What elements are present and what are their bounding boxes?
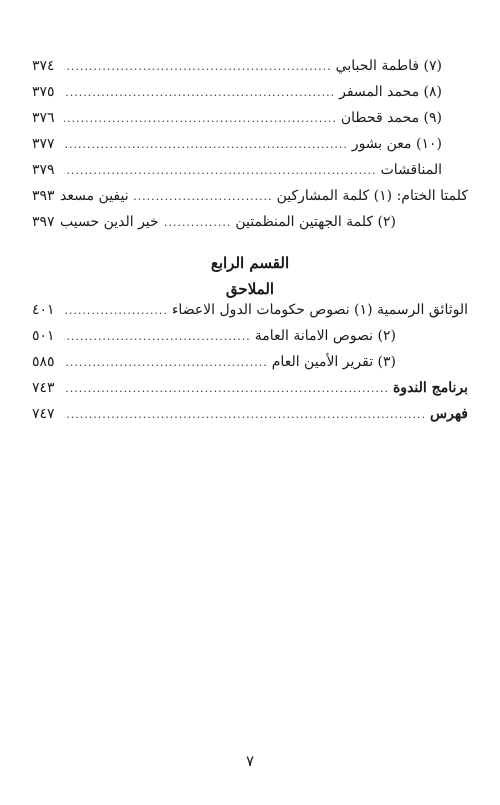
entry-author: محمد قحطان (340, 110, 420, 126)
page-number: ٣٧٥ (32, 84, 55, 100)
dot-leader (64, 138, 348, 151)
entry-title: (١) نصوص حكومات الدول الاعضاء (171, 302, 373, 318)
page-number: ٧٤٧ (32, 406, 55, 422)
toc-entry-closing-first[interactable] (32, 188, 468, 214)
dot-leader (64, 86, 335, 99)
dot-leader (64, 330, 251, 343)
entry-title: برنامج الندوة (392, 380, 468, 396)
toc-entry-official-docs-1[interactable] (32, 302, 468, 328)
dot-leader (64, 356, 268, 369)
entry-label: (٨) (423, 84, 442, 100)
folio-page-number: ٧ (245, 752, 255, 770)
entry-title: المناقشات (380, 162, 442, 178)
page-number: ٣٩٣ (32, 188, 55, 204)
toc-entry-closing-second[interactable] (32, 214, 468, 240)
toc-entry-10[interactable] (32, 136, 468, 162)
entry-title: فهرس (430, 406, 468, 422)
official-docs-title: الوثائق الرسمية (376, 302, 468, 318)
dot-leader (64, 112, 337, 125)
entry-author: معن بشور (351, 136, 412, 152)
page-number: ٥٨٥ (32, 354, 55, 370)
entry-title: (٢) كلمة الجهتين المنظمتين (235, 214, 396, 230)
toc-entry-program[interactable] (32, 380, 468, 406)
dot-leader (64, 164, 377, 177)
entry-title: (١) كلمة المشاركين (276, 188, 393, 204)
entry-author: نيفين مسعد (60, 188, 129, 204)
dot-leader (64, 408, 426, 421)
entry-label: (٩) (423, 110, 442, 126)
page-number: ٧٤٣ (32, 380, 55, 396)
toc-entry-official-docs-2[interactable] (32, 328, 468, 354)
entry-title: (٢) نصوص الامانة العامة (254, 328, 396, 344)
entry-label: (١٠) (416, 136, 442, 152)
entry-author: فاطمة الحبابي (335, 58, 420, 74)
table-of-contents (32, 58, 468, 432)
dot-leader (163, 216, 232, 229)
toc-entry-8[interactable] (32, 84, 468, 110)
toc-entry-official-docs-3[interactable] (32, 354, 468, 380)
toc-entry-7[interactable] (32, 58, 468, 84)
dot-leader (133, 190, 273, 203)
entry-title: (٣) تقرير الأمين العام (271, 354, 396, 370)
appendices-heading: الملاحق (225, 280, 275, 298)
entry-author: محمد المسفر (339, 84, 420, 100)
toc-entry-9[interactable] (32, 110, 468, 136)
section-heading: القسم الرابع (210, 254, 290, 272)
page-number: ٤٠١ (32, 302, 55, 318)
page-number: ٣٧٩ (32, 162, 55, 178)
toc-entry-index[interactable] (32, 406, 468, 432)
dot-leader (64, 60, 332, 73)
dot-leader (64, 382, 389, 395)
dot-leader (64, 304, 168, 317)
entry-author: خير الدين حسيب (60, 214, 159, 230)
toc-entry-discussions[interactable] (32, 162, 468, 188)
entry-label: (٧) (423, 58, 442, 74)
page-number: ٣٧٤ (32, 58, 55, 74)
page-number: ٥٠١ (32, 328, 55, 344)
page-number: ٣٩٧ (32, 214, 55, 230)
page-number: ٣٧٦ (32, 110, 55, 126)
page-number: ٣٧٧ (32, 136, 55, 152)
closing-words-title: كلمتا الختام: (396, 188, 468, 204)
